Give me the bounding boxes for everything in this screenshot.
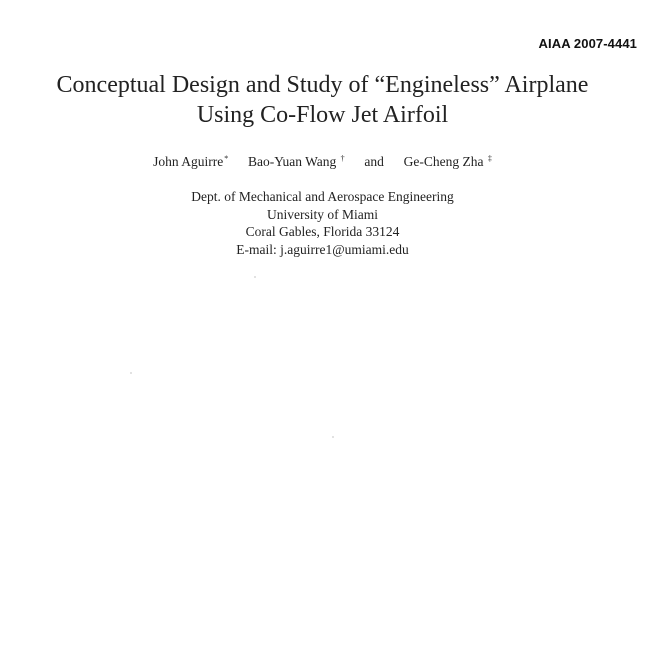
- author-2: [248, 154, 345, 170]
- author-footnote-mark: *: [224, 153, 229, 163]
- author-conjunction: and: [364, 154, 384, 169]
- scan-speck: [130, 372, 132, 374]
- email: E-mail: j.aguirre1@umiami.edu: [236, 241, 409, 257]
- department: Dept. of Mechanical and Aerospace Engineering: [191, 189, 454, 204]
- author-name: John Aguirre: [153, 154, 224, 169]
- title-line-1: Conceptual Design and Study of “Engineless” Airplane: [56, 72, 589, 98]
- author-name: Ge-Cheng Zha: [403, 154, 484, 169]
- author-footnote-mark: ‡: [487, 153, 492, 163]
- title-line-2: Using Co-Flow Jet Airfoil: [196, 102, 449, 128]
- paper-id: AIAA 2007-4441: [538, 36, 637, 51]
- scan-speck: [332, 436, 334, 438]
- author-list: [0, 154, 645, 170]
- university: University of Miami: [267, 206, 378, 222]
- paper-title: [0, 70, 645, 130]
- author-name: Bao-Yuan Wang: [247, 154, 337, 169]
- author-3: [404, 154, 492, 170]
- address: Coral Gables, Florida 33124: [245, 224, 400, 239]
- affiliation-block: [0, 188, 645, 258]
- author-1: [153, 154, 228, 170]
- author-footnote-mark: †: [340, 153, 345, 163]
- scan-speck: [254, 276, 256, 278]
